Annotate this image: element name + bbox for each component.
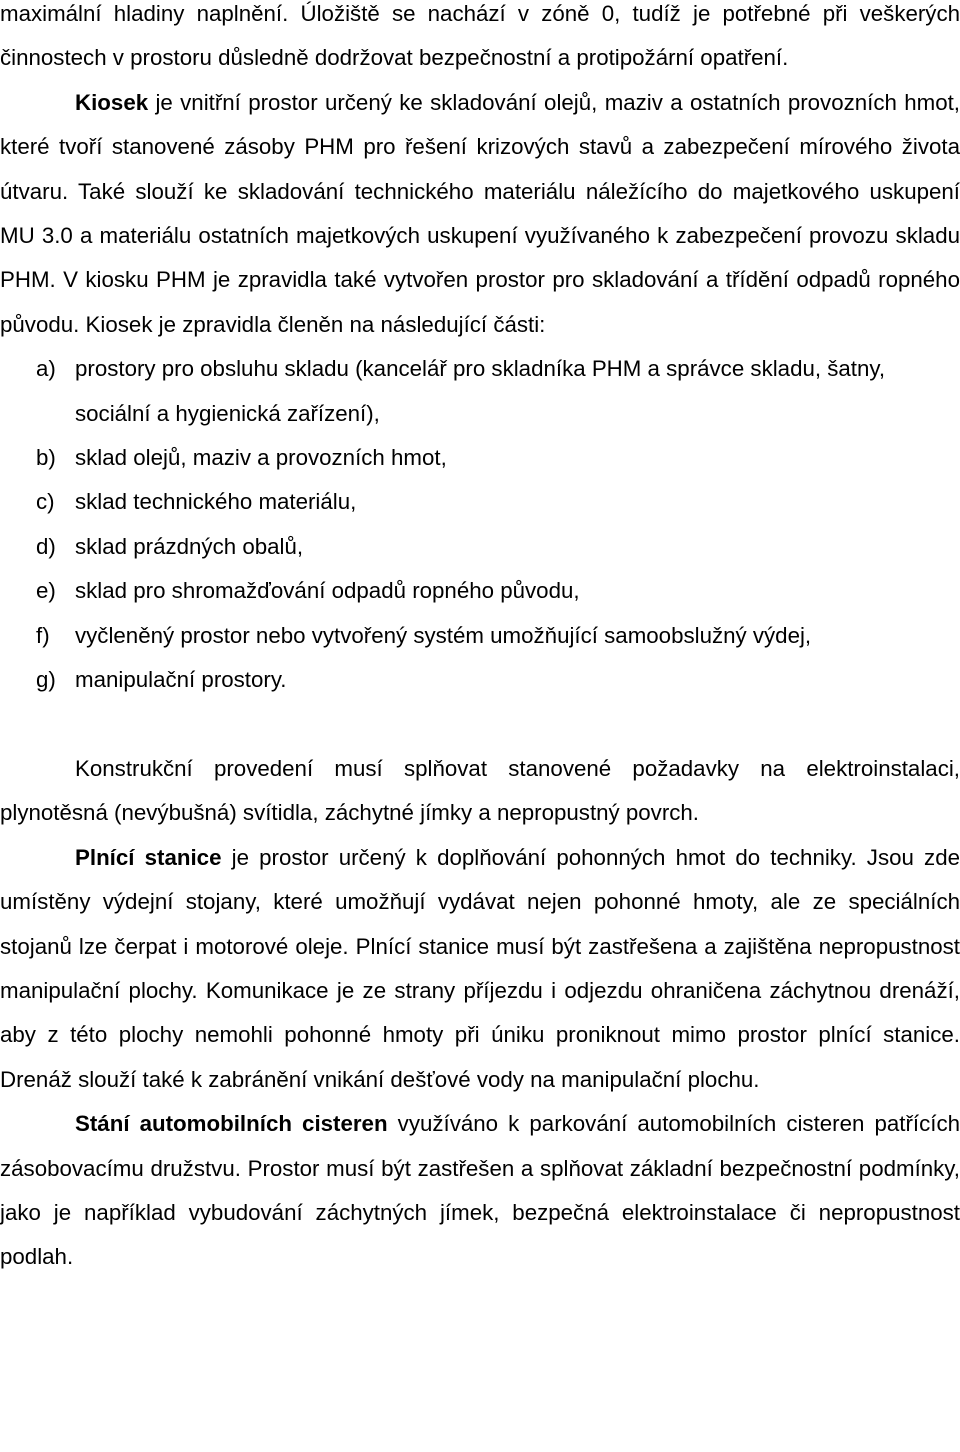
- kiosk-parts-list: [0, 347, 960, 702]
- list-marker: e): [36, 578, 56, 604]
- list-item: [0, 436, 960, 480]
- list-item: [0, 347, 960, 436]
- list-item-text: vyčleněný prostor nebo vytvořený systém umožňující samoobslužný výdej,: [75, 622, 812, 648]
- paragraph-text: je vnitřní prostor určený ke skladování olejů, maziv a ostatních provozních hmot, které tvoří stanovené zásoby PHM pro řešení krizových stavů a zabezpečení mírového života útvaru. Také slouží ke skladování technického materiálu náležícího do majetkového uskupení MU 3.0 a materiálu ostatních majetkových uskupení využívaného k zabezpečení provozu skladu PHM. V kiosku PHM je zpravidla také vytvořen prostor pro skladování a třídění odpadů ropného původu. Kiosek je zpravidla členěn na následující části:: [0, 89, 960, 337]
- list-marker: d): [36, 533, 56, 559]
- paragraph-tanker-parking: [0, 1102, 960, 1280]
- paragraph-text: využíváno k parkování automobilních cisteren patřících zásobovacímu družstvu. Prostor musí být zastřešen a splňovat základní bezpečnostní podmínky, jako je například vybudování záchytných jímek, bezpečná elektroinstalace či nepropustnost podlah.: [0, 1111, 960, 1270]
- list-marker: c): [36, 489, 55, 515]
- paragraph-storage-end: [0, 0, 960, 81]
- list-item: [0, 480, 960, 524]
- term-stani-cisteren: Stání automobilních cisteren: [75, 1111, 388, 1137]
- list-item-text: sklad pro shromažďování odpadů ropného původu,: [75, 578, 580, 604]
- list-item-text: prostory pro obsluhu skladu (kancelář pro skladníka PHM a správce skladu, šatny, sociální a hygienická zařízení),: [75, 356, 886, 426]
- paragraph-text: Konstrukční provedení musí splňovat stanovené požadavky na elektroinstalaci, plynotěsná (nevýbušná) svítidla, záchytné jímky a nepropustný povrch.: [0, 755, 960, 826]
- list-marker: g): [36, 667, 56, 693]
- term-plnici-stanice: Plnící stanice: [75, 844, 222, 870]
- list-item-text: sklad olejů, maziv a provozních hmot,: [75, 445, 447, 471]
- list-item: [0, 569, 960, 613]
- list-marker: b): [36, 445, 56, 471]
- list-item-text: sklad prázdných obalů,: [75, 533, 304, 559]
- list-item: [0, 658, 960, 702]
- list-item-text: sklad technického materiálu,: [75, 489, 357, 515]
- paragraph-text: maximální hladiny naplnění. Úložiště se nachází v zóně 0, tudíž je potřebné při veškerých činnostech v prostoru důsledně dodržovat bezpečnostní a protipožární opatření.: [0, 1, 960, 71]
- list-marker: f): [36, 622, 50, 648]
- paragraph-kiosk: [0, 81, 960, 347]
- list-item: [0, 614, 960, 658]
- list-item-text: manipulační prostory.: [75, 667, 287, 693]
- paragraph-spacer: [0, 703, 960, 747]
- paragraph-filling-station: [0, 836, 960, 1102]
- list-item: [0, 525, 960, 569]
- term-kiosek: Kiosek: [75, 89, 149, 115]
- paragraph-text: je prostor určený k doplňování pohonných hmot do techniky. Jsou zde umístěny výdejní stojany, které umožňují vydávat nejen pohonné hmoty, ale ze speciálních stojanů lze čerpat i motorové oleje. Plnící stanice musí být zastřešena a zajištěna nepropustnost manipulační plochy. Komunikace je ze strany příjezdu i odjezdu ohraničena záchytnou drenáží, aby z této plochy nemohli pohonné hmoty při úniku proniknout mimo prostor plnící stanice. Drenáž slouží také k zabránění vnikání dešťové vody na manipulační plochu.: [0, 844, 960, 1092]
- list-marker: a): [36, 356, 56, 382]
- paragraph-construction: [0, 747, 960, 836]
